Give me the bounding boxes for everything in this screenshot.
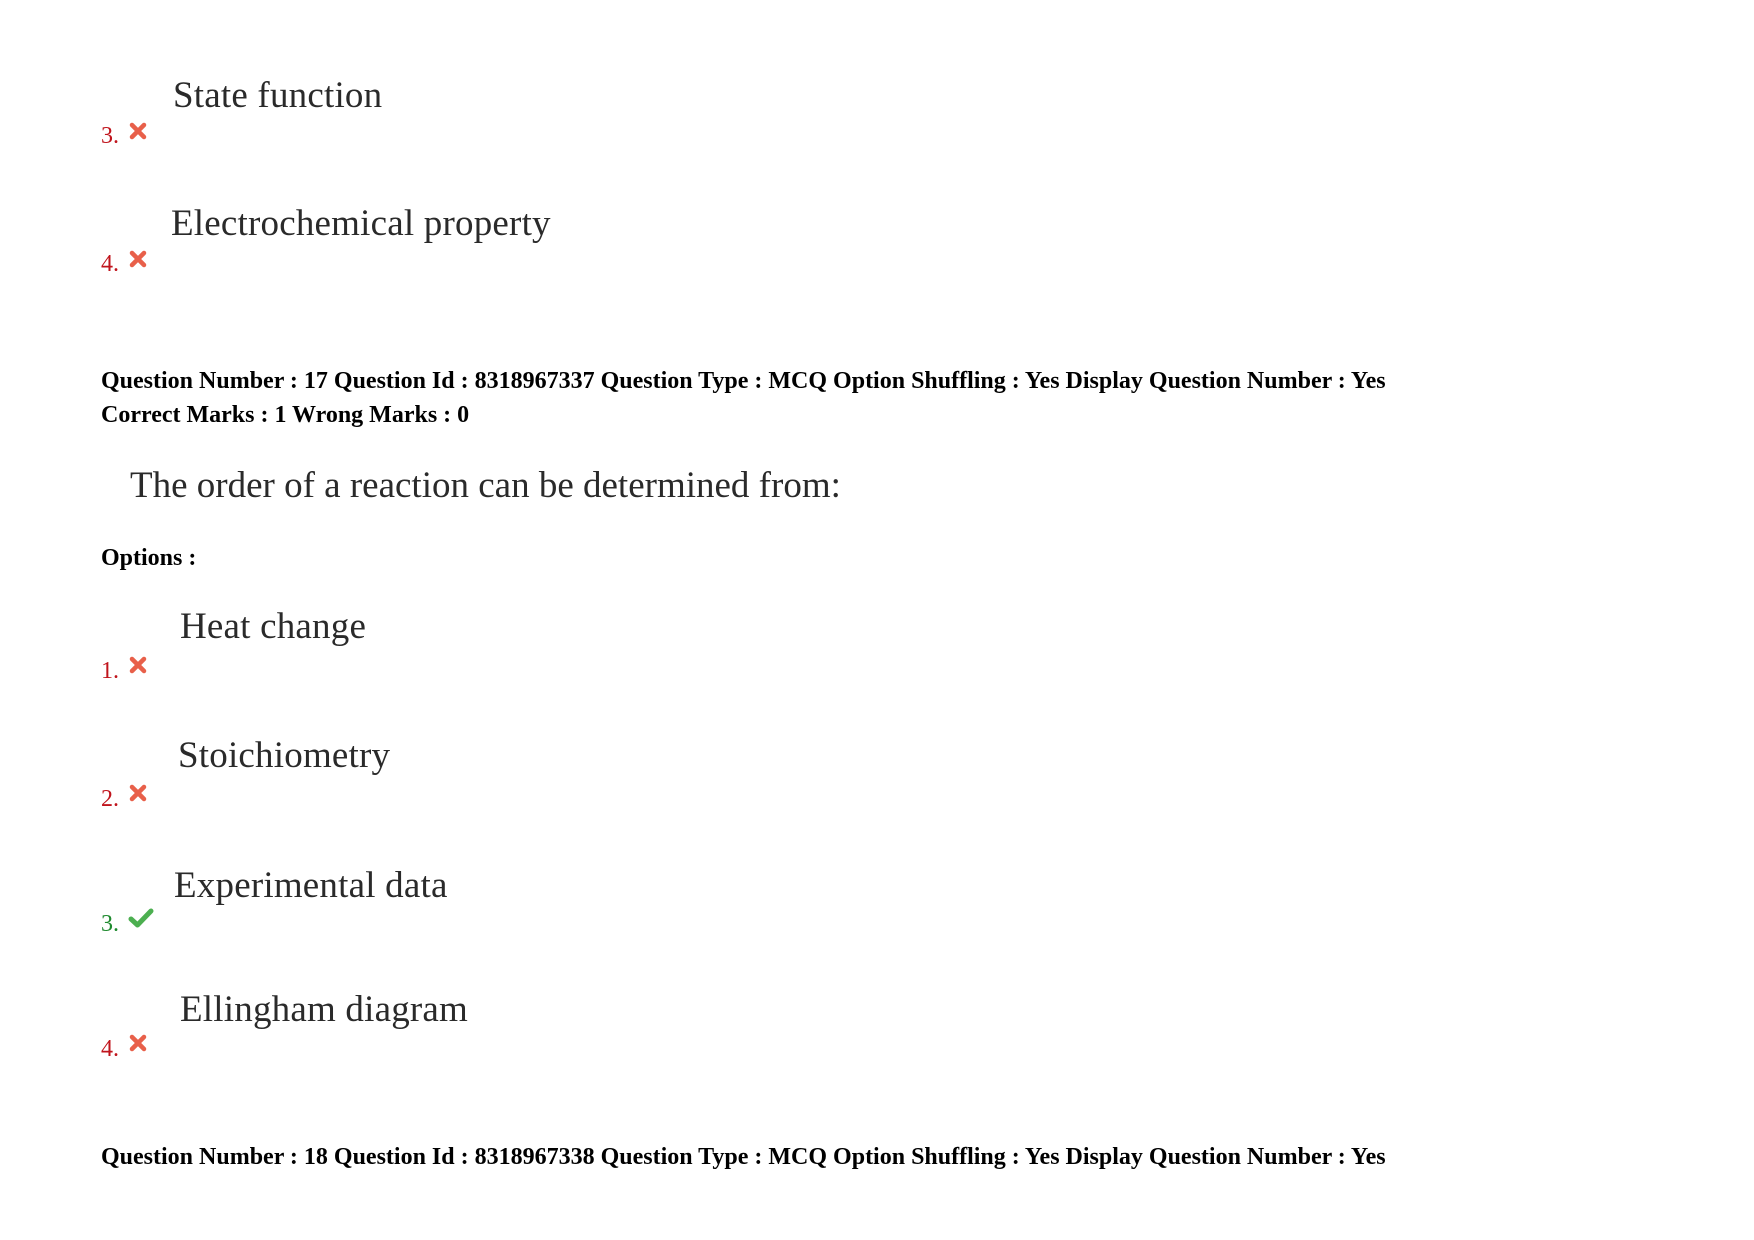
option-text: Stoichiometry — [178, 735, 391, 776]
check-icon — [128, 907, 154, 929]
option-number: 2. — [101, 786, 119, 812]
option-item — [101, 204, 801, 294]
cross-icon — [128, 121, 148, 141]
option-item — [101, 866, 801, 956]
option-text: Heat change — [180, 606, 367, 647]
option-text: Experimental data — [174, 865, 448, 906]
cross-icon — [128, 655, 148, 675]
question-meta: Question Number : 18 Question Id : 8318967338 Question Type : MCQ Option Shuffling : Yes Display Question Number : Yes — [101, 1144, 1386, 1170]
option-number: 3. — [101, 911, 119, 937]
question-meta: Question Number : 17 Question Id : 8318967337 Question Type : MCQ Option Shuffling : Yes Display Question Number : Yes — [101, 368, 1386, 394]
cross-icon — [128, 783, 148, 803]
option-number: 1. — [101, 658, 119, 684]
question-text: The order of a reaction can be determined from: — [130, 465, 841, 506]
option-item — [101, 607, 801, 697]
cross-icon — [128, 1033, 148, 1053]
cross-icon — [128, 249, 148, 269]
marks-meta: Correct Marks : 1 Wrong Marks : 0 — [101, 402, 470, 428]
option-number: 4. — [101, 251, 119, 277]
options-label: Options : — [101, 545, 197, 571]
option-text: Ellingham diagram — [180, 989, 469, 1030]
option-number: 4. — [101, 1036, 119, 1062]
option-text: State function — [173, 75, 383, 116]
option-item — [101, 990, 801, 1080]
option-number: 3. — [101, 123, 119, 149]
option-text: Electrochemical property — [171, 203, 551, 244]
option-item — [101, 736, 801, 826]
option-item — [101, 76, 801, 166]
